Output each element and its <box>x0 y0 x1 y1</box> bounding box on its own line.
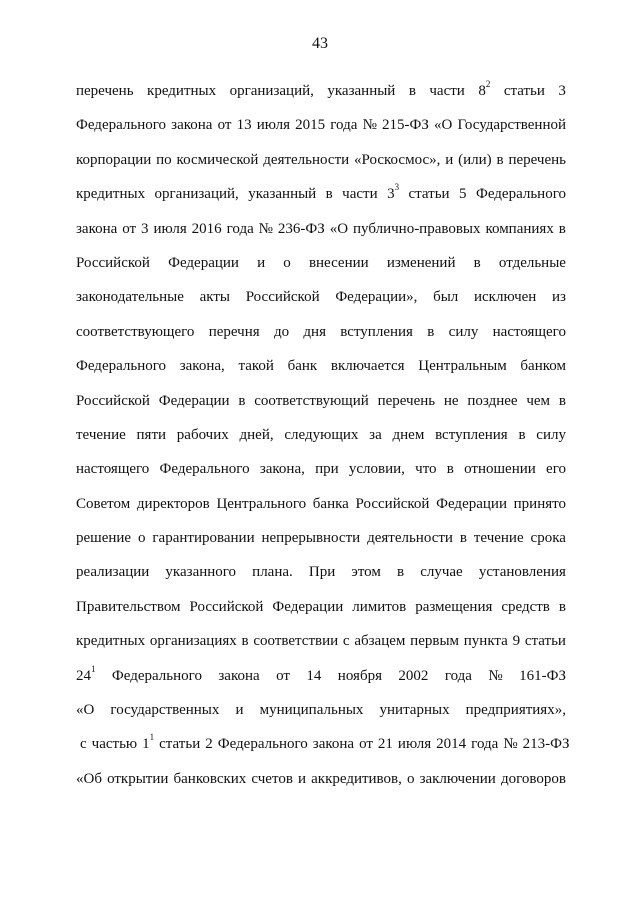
word: случае <box>420 564 463 581</box>
text-line <box>76 624 566 658</box>
word: года <box>330 117 358 134</box>
word: вступления <box>340 323 413 340</box>
word: лимитов <box>352 598 407 615</box>
word: перечень <box>508 151 566 168</box>
word: соответствующий <box>254 392 369 409</box>
word: в <box>518 426 526 443</box>
word: № <box>362 117 377 134</box>
text-line <box>76 693 566 727</box>
word: ноября <box>337 667 382 684</box>
page-number: 43 <box>312 35 328 52</box>
word: в <box>558 220 566 237</box>
text-line <box>76 177 566 211</box>
word: гарантировании <box>152 530 255 547</box>
word: о <box>406 770 415 787</box>
word: № <box>488 667 503 684</box>
text-line <box>76 452 566 486</box>
word: № <box>258 220 273 237</box>
word: что <box>415 461 437 478</box>
word: в <box>325 186 333 203</box>
word: 2015 <box>295 117 326 134</box>
word: статьи <box>503 83 545 99</box>
word: муниципальных <box>259 702 364 719</box>
word: был <box>433 289 459 306</box>
word: «Роскосмос», <box>354 151 441 168</box>
text-line <box>76 349 566 383</box>
body-text <box>76 74 570 796</box>
word: о <box>137 530 146 547</box>
word: кредитных <box>76 633 146 650</box>
word: Правительством <box>76 598 181 615</box>
word: настоящего <box>76 461 150 478</box>
word: $24^1$ <box>76 663 96 684</box>
word: 5 <box>459 186 467 203</box>
word: не <box>443 392 459 409</box>
word: Федерального <box>475 186 566 203</box>
word: банк <box>287 358 318 375</box>
word: $3^3$ <box>387 182 400 203</box>
word: вступления <box>435 426 508 443</box>
word: перечень <box>377 392 436 409</box>
word: Российской <box>76 392 150 409</box>
text-line <box>76 280 566 314</box>
word: указанный <box>248 186 317 203</box>
word: унитарных <box>379 702 450 719</box>
word: в <box>459 530 467 547</box>
text-line <box>76 555 566 589</box>
text-line <box>76 418 566 452</box>
word: отдельные <box>498 254 566 271</box>
word: закона <box>312 736 355 753</box>
word: «О <box>329 220 349 237</box>
word: закона <box>171 117 213 134</box>
word: внесении <box>308 254 369 271</box>
word: организаций, <box>154 186 239 203</box>
word: течение <box>76 426 126 443</box>
word: 213-ФЗ <box>522 736 570 753</box>
word: (или) <box>458 151 492 168</box>
word: корпорации <box>76 151 152 168</box>
word: Федерального <box>76 358 167 375</box>
word: непрерывности <box>261 530 361 547</box>
word: и <box>445 151 454 168</box>
word: 236-ФЗ <box>277 220 325 237</box>
word: Российской <box>355 495 430 512</box>
word: 21 <box>377 736 393 753</box>
word: 215-ФЗ <box>382 117 429 134</box>
word: в <box>558 598 566 615</box>
word: указанного <box>165 564 237 581</box>
word: Российской <box>245 289 320 306</box>
text-line <box>76 659 566 693</box>
word: директоров <box>136 495 210 512</box>
word: от <box>122 220 137 237</box>
text-line <box>76 315 566 349</box>
word: части <box>429 83 465 99</box>
word: о <box>283 254 291 271</box>
word: срока <box>530 530 566 547</box>
word: указанный <box>327 83 396 99</box>
word: заключении <box>419 770 496 787</box>
word: года <box>226 220 254 237</box>
word: чем <box>526 392 551 409</box>
word: кредитных <box>76 186 146 203</box>
text-line <box>76 384 566 418</box>
word: в <box>558 392 566 409</box>
word: с <box>80 736 87 753</box>
word: из <box>552 289 566 306</box>
word: в <box>427 323 435 340</box>
word: до <box>273 323 290 340</box>
word: в <box>408 83 416 99</box>
word: 3 <box>141 220 149 237</box>
word: «Об <box>76 770 102 787</box>
word: дней, <box>239 426 274 443</box>
word: закона <box>76 220 118 237</box>
word: компаниях <box>485 220 554 237</box>
word: при <box>315 461 339 478</box>
word: размещения <box>415 598 493 615</box>
word: Федерации <box>272 598 344 615</box>
word: от <box>359 736 373 753</box>
word: установления <box>478 564 566 581</box>
word: изменений <box>386 254 456 271</box>
word: $8^2$ <box>478 79 491 99</box>
word: счетов <box>251 770 293 787</box>
word: в <box>446 461 454 478</box>
word: включается <box>330 358 405 375</box>
text-line <box>76 521 566 555</box>
word: Российской <box>76 254 150 271</box>
word: Государственной <box>457 117 566 134</box>
word: и <box>298 770 307 787</box>
word: реализации <box>76 564 150 581</box>
word: такой <box>238 358 274 375</box>
word: При <box>308 564 336 581</box>
word: 13 <box>236 117 252 134</box>
word: за <box>369 426 382 443</box>
word: Советом <box>76 495 131 512</box>
word: аккредитивов, <box>311 770 402 787</box>
word: Федерального <box>76 117 167 134</box>
word: Федерации», <box>335 289 418 306</box>
word: в <box>238 392 246 409</box>
text-line <box>76 143 566 177</box>
word: закона <box>218 667 260 684</box>
word: первым <box>410 633 460 650</box>
word: предприятиях», <box>465 702 566 719</box>
word: закона, <box>259 461 305 478</box>
word: исключен <box>473 289 537 306</box>
word: 14 <box>306 667 322 684</box>
word: Федерального <box>111 667 202 684</box>
word: в <box>397 564 405 581</box>
word: от <box>276 667 290 684</box>
word: течение <box>473 530 524 547</box>
word: статьи <box>408 186 450 203</box>
text-line <box>76 108 566 142</box>
word: деятельности <box>263 151 350 168</box>
word: Федерального <box>217 736 308 753</box>
word: соответствии <box>253 633 339 650</box>
word: года <box>471 736 499 753</box>
word: пункта <box>463 633 508 650</box>
word: с <box>342 633 350 650</box>
word: 2014 <box>436 736 467 753</box>
text-line <box>76 487 566 521</box>
word: в <box>473 254 481 271</box>
word: банка <box>312 495 349 512</box>
word: отношении <box>464 461 536 478</box>
word: 2016 <box>191 220 222 237</box>
word: № <box>503 736 518 753</box>
text-line <box>76 727 570 761</box>
word: пяти <box>136 426 167 443</box>
word: от <box>217 117 232 134</box>
word: перечень <box>76 83 134 99</box>
word: абзацем <box>354 633 406 650</box>
word: в <box>496 151 504 168</box>
word: рабочих <box>176 426 229 443</box>
word: договоров <box>500 770 566 787</box>
word: Федерации <box>158 392 230 409</box>
word: законодательные <box>76 289 184 306</box>
word: 2 <box>205 736 213 753</box>
word: средств <box>501 598 550 615</box>
word: части <box>342 186 378 203</box>
word: 2002 <box>398 667 429 684</box>
word: Федерации <box>436 495 507 512</box>
word: и <box>257 254 266 271</box>
word: космической <box>176 151 259 168</box>
word: 9 <box>512 633 521 650</box>
word: принято <box>513 495 566 512</box>
word: кредитных <box>147 83 217 99</box>
word: деятельности <box>367 530 453 547</box>
word: 161-ФЗ <box>519 667 566 684</box>
word: этом <box>351 564 381 581</box>
word: 3 <box>558 83 566 99</box>
word: открытии <box>107 770 169 787</box>
word: частью <box>91 736 138 753</box>
word: соответствующего <box>76 323 195 340</box>
word: публично-правовых <box>353 220 481 237</box>
word: следующих <box>284 426 359 443</box>
word: $1^1$ <box>142 732 155 753</box>
word: настоящего <box>492 323 566 340</box>
word: по <box>156 151 172 168</box>
word: силу <box>536 426 566 443</box>
word: и <box>235 702 244 719</box>
word: позднее <box>467 392 518 409</box>
word: Центрального <box>216 495 307 512</box>
word: статьи <box>159 736 201 753</box>
word: решение <box>76 530 132 547</box>
word: Федерального <box>159 461 250 478</box>
word: Центральным <box>418 358 507 375</box>
word: «О <box>76 702 95 719</box>
word: «О <box>434 117 453 134</box>
word: года <box>444 667 472 684</box>
word: организациях <box>149 633 237 650</box>
text-line <box>76 590 566 624</box>
word: государственных <box>110 702 220 719</box>
word: в <box>241 633 249 650</box>
text-line <box>76 762 566 796</box>
word: статьи <box>524 633 566 650</box>
word: организаций, <box>229 83 314 99</box>
word: закона, <box>179 358 225 375</box>
word: днем <box>392 426 425 443</box>
word: плана. <box>252 564 293 581</box>
word: дня <box>303 323 326 340</box>
text-line <box>76 212 566 246</box>
word: банковских <box>173 770 247 787</box>
text-line <box>76 246 566 280</box>
word: июля <box>153 220 187 237</box>
word: Российской <box>189 598 264 615</box>
word: акты <box>199 289 230 306</box>
word: условии, <box>348 461 405 478</box>
word: банком <box>520 358 566 375</box>
word: перечня <box>208 323 260 340</box>
text-line <box>76 74 566 108</box>
word: июля <box>256 117 290 134</box>
word: Федерации <box>168 254 239 271</box>
word: июля <box>397 736 432 753</box>
word: его <box>546 461 566 478</box>
word: силу <box>448 323 479 340</box>
